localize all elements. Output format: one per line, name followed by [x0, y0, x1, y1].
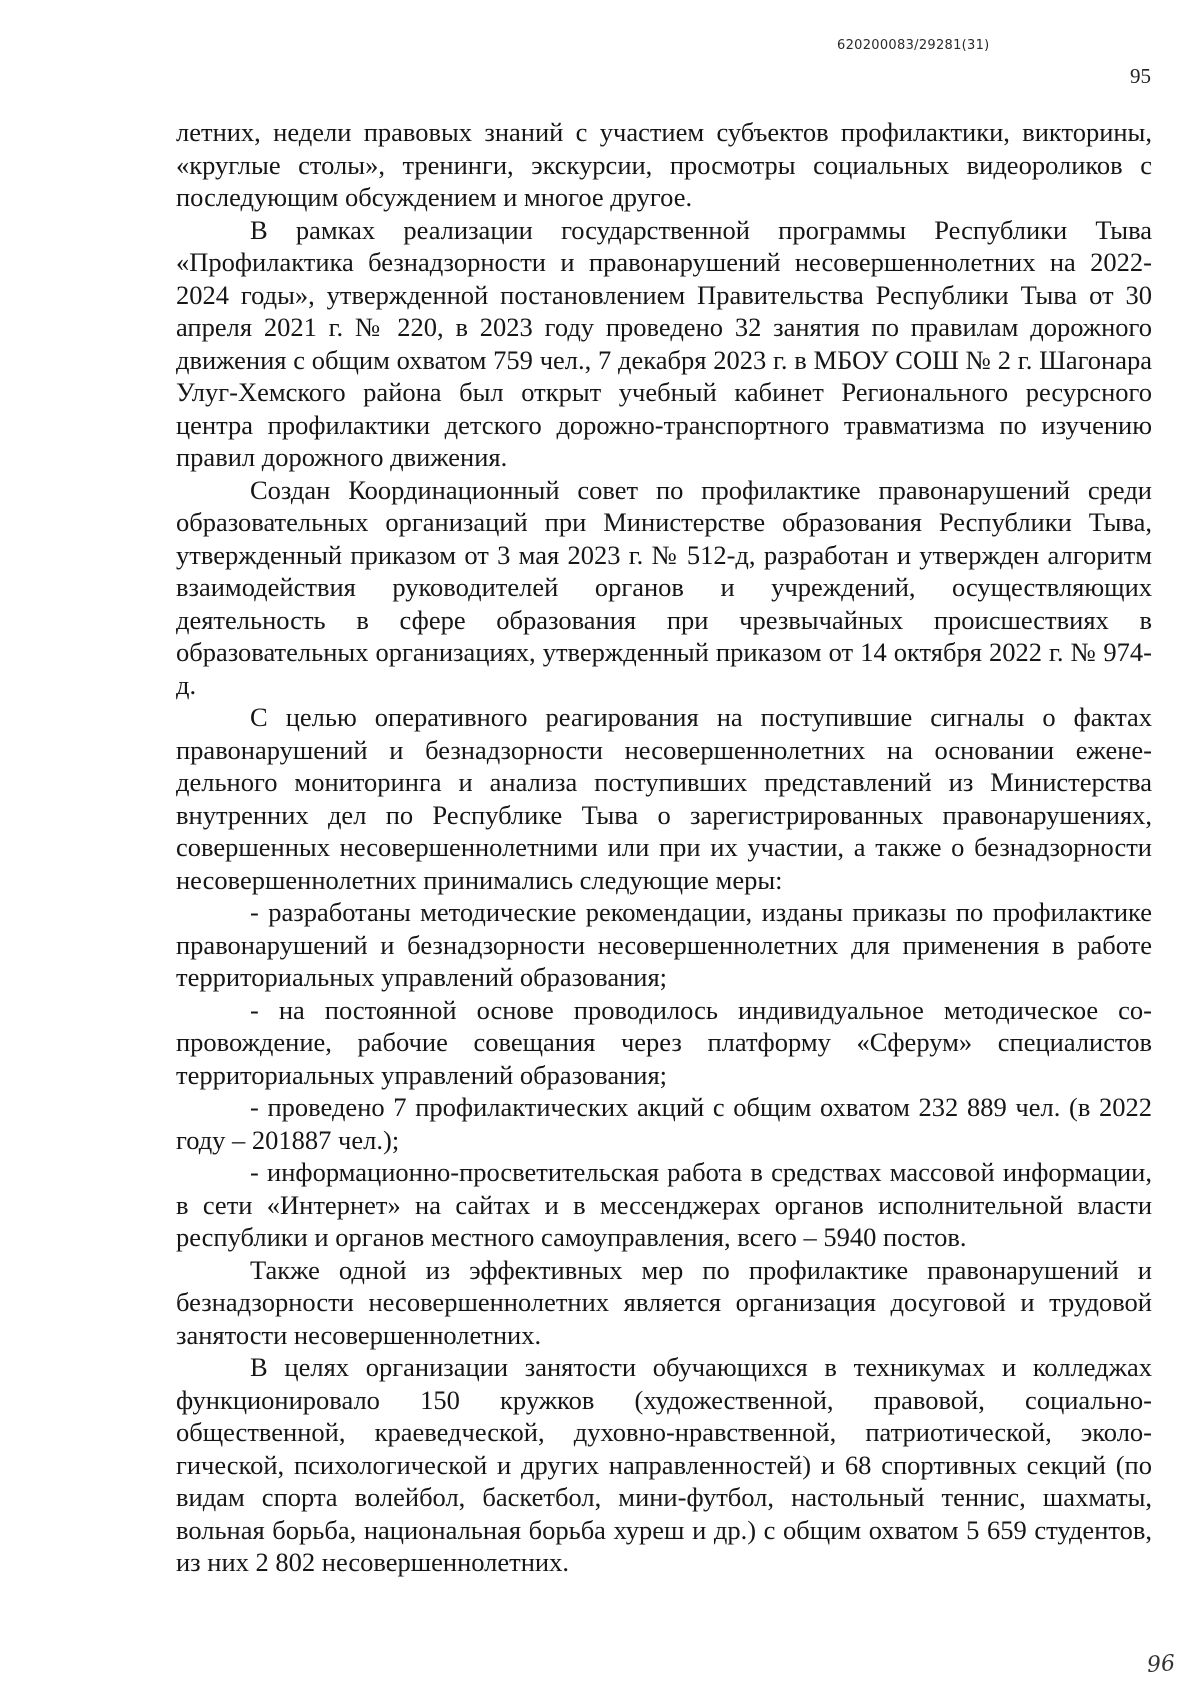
paragraph-7: - проведено 7 профилактических акций с общим охватом 232 889 чел. (в 2022 году – 201887 чел.);	[176, 1092, 1152, 1155]
handwritten-page-mark: 96	[1146, 1651, 1176, 1678]
paragraph-4: С целью оперативного реагирования на поступившие сигналы о фактах правонарушений и безнадзорности несовершеннолетних на основании еженeдельного мониторинга и анализа поступивших представлений из Министерства внутренних дел по Республике Тыва о зарегистрированных правонарушениях, совершенных несовершеннолетними или при их участии, а также о безнадзорности несовершеннолетних принимались следующие меры:	[176, 702, 1152, 895]
paragraph-9: Также одной из эффективных мер по профилактике правонарушений и безнадзорности несовершеннолетних является организация досуговой и трудовой занятости несовершеннолетних.	[176, 1254, 1152, 1350]
page-number: 95	[1130, 64, 1151, 88]
document-code: 620200083/29281(31)	[837, 38, 990, 53]
paragraph-6: - на постоянной основе проводилось индивидуальное методическое сопровождение, рабочие совещания через платформу «Сферум» специалистов территориальных управлений образования;	[176, 994, 1152, 1090]
paragraph-8: - информационно-просветительская работа в средствах массовой информации, в сети «Интернет» на сайтах и в мессенджерах органов исполнительной власти республики и органов местного самоуправления, всего – 5940 постов.	[176, 1157, 1152, 1252]
document-body	[176, 116, 1152, 1579]
paragraph-2: В рамках реализации государственной программы Республики Тыва «Профилактика безнадзорности и правонарушений несовершеннолетних на 2022-2024 годы», утвержденной постановлением Правительства Республики Тыва от 30 апреля 2021 г. № 220, в 2023 году проведено 32 занятия по правилам дорожного движения с общим охватом 759 чел., 7 декабря 2023 г. в МБОУ СОШ № 2 г. Шагонара Улуг-Хемского района был открыт учебный кабинет Регионального ресурсного центра профилактики детского дорожно-транспортного травматизма по изучению правил дорожного движения.	[176, 214, 1152, 472]
paragraph-10: В целях организации занятости обучающихся в техникумах и колледжах функционировало 150 кружков (художественной, правовой, социально-общественной, краеведческой, духовно-нравственной, патриотической, экологической, психологической и других направленностей) и 68 спортивных секций (по видам спорта волейбол, баскетбол, мини-футбол, настольный теннис, шахматы, вольная борьба, национальная борьба хуреш и др.) с общим охватом 5 659 студентов, из них 2 802 несовершеннолетних.	[176, 1352, 1152, 1577]
paragraph-5: - разработаны методические рекомендации, изданы приказы по профилактике правонарушений и безнадзорности несовершеннолетних для применения в работе территориальных управлений образования;	[176, 897, 1152, 992]
paragraph-1: летних, недели правовых знаний с участием субъектов профилактики, викторины, «круглые столы», тренинги, экскурсии, просмотры социальных видеороликов с последующим обсуждением и многое другое.	[176, 117, 1152, 212]
paragraph-3: Создан Координационный совет по профилактике правонарушений среди образовательных организаций при Министерстве образования Республики Тыва, утвержденный приказом от 3 мая 2023 г. № 512-д, разработан и утвержден алгоритм взаимодействия руководителей органов и учреждений, осуществляющих деятельность в сфере образования при чрезвычайных происшествиях в образовательных организациях, утвержденный приказом от 14 октября 2022 г. № 974-д.	[176, 474, 1152, 700]
